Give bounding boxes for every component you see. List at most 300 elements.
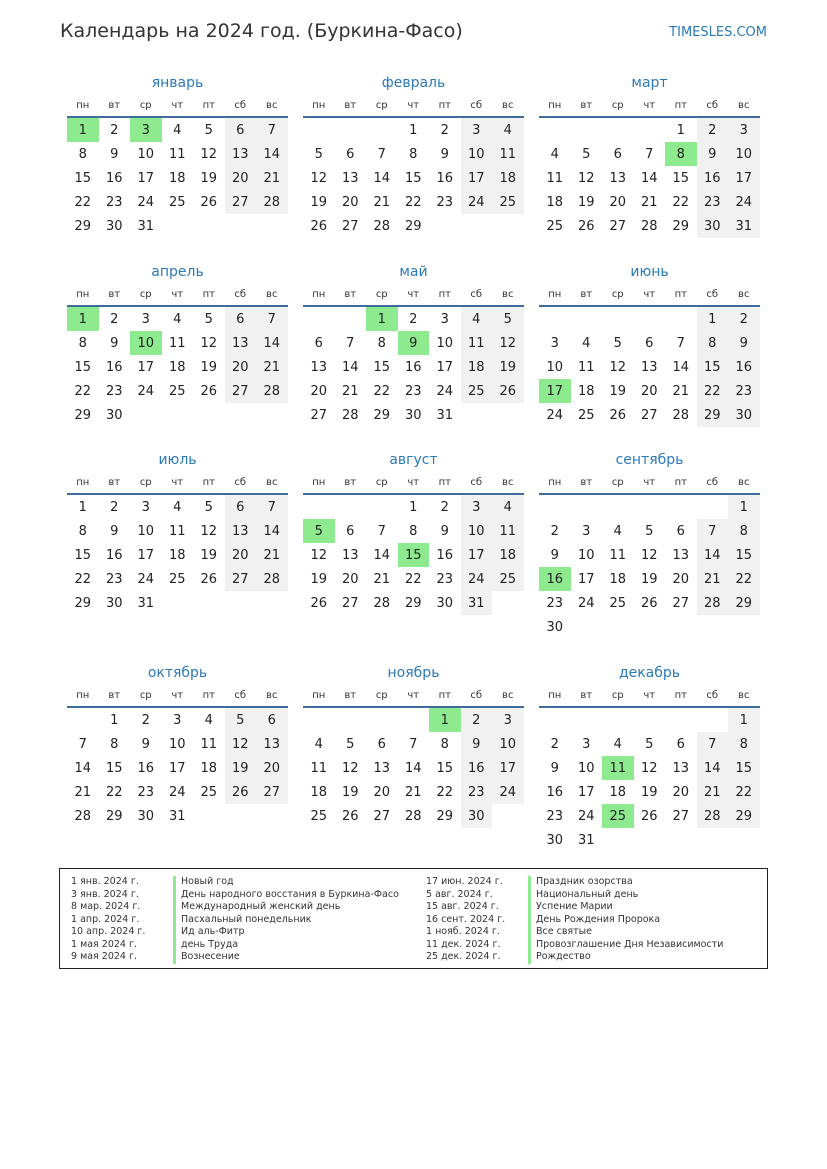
month-name: март [631,75,668,91]
day-cell: 4 [613,736,622,752]
day-cell: 15 [373,359,391,375]
day-cell: 30 [728,403,760,427]
day-cell: 19 [200,170,218,186]
day-cell: 21 [697,780,729,804]
day-cell: 13 [672,760,690,776]
day-cell: 12 [640,547,658,563]
holiday-day-cell: 1 [67,307,99,331]
weekday-label: сб [706,99,719,111]
holiday-date: 17 июн. 2024 г. [426,876,503,887]
empty-cell [602,708,634,732]
day-cell: 22 [404,571,422,587]
day-cell: 18 [609,784,627,800]
day-cell: 9 [550,547,559,563]
day-cell: 14 [256,331,288,355]
day-cell: 11 [168,335,186,351]
day-cell: 3 [461,118,493,142]
holiday-name: Ид аль-Фитр [173,926,399,939]
days-grid [67,307,288,427]
day-cell: 23 [105,383,123,399]
day-cell: 4 [173,499,182,515]
month-name: декабрь [618,665,681,681]
empty-cell [398,708,430,732]
weekday-label: вс [266,689,278,701]
day-cell: 30 [546,832,564,848]
day-cell: 9 [697,142,729,166]
weekday-label: пн [76,288,90,300]
day-cell: 17 [461,543,493,567]
weekday-label: пн [312,288,326,300]
day-cell: 29 [74,407,92,423]
day-cell: 5 [204,122,213,138]
day-cell: 26 [640,808,658,824]
day-cell: 24 [168,784,186,800]
holiday-day-cell: 8 [665,142,697,166]
day-cell: 2 [440,499,449,515]
day-cell: 27 [373,808,391,824]
holiday-date: 1 мая 2024 г. [71,938,137,950]
day-cell: 4 [550,146,559,162]
day-cell: 21 [373,571,391,587]
day-cell: 29 [672,218,690,234]
day-cell: 3 [492,708,524,732]
day-cell: 28 [697,591,729,615]
weekday-label: вт [108,99,121,111]
day-cell: 30 [461,804,493,828]
day-cell: 6 [377,736,386,752]
holiday-date: 16 сент. 2024 г. [426,913,506,925]
month-block [539,662,760,852]
day-cell: 4 [492,118,524,142]
day-cell: 21 [672,383,690,399]
day-cell: 12 [200,146,218,162]
holiday-name: Международный женский день [173,901,399,914]
day-cell: 3 [141,311,150,327]
weekday-label: вс [738,99,750,111]
holiday-day-cell: 9 [398,331,430,355]
month-name: февраль [381,75,446,91]
day-cell: 24 [577,595,595,611]
weekday-label: сб [234,476,247,488]
day-cell: 23 [404,383,422,399]
weekday-header [303,94,524,118]
day-cell: 2 [728,307,760,331]
holiday-name: Праздник озорства [528,876,723,889]
holiday-date: 1 нояб. 2024 г. [426,926,500,937]
day-cell: 8 [728,519,760,543]
holiday-date: 9 мая 2024 г. [71,951,137,962]
day-cell: 15 [728,543,760,567]
day-cell: 16 [105,170,123,186]
day-cell: 7 [409,736,418,752]
day-cell: 26 [200,194,218,210]
day-cell: 8 [440,736,449,752]
weekday-label: вт [108,288,121,300]
day-cell: 30 [404,407,422,423]
empty-cell [303,118,335,142]
day-cell: 8 [78,146,87,162]
day-cell: 7 [697,519,729,543]
weekday-label: вт [108,689,121,701]
day-cell: 28 [697,804,729,828]
weekday-label: пн [312,99,326,111]
day-cell: 21 [256,543,288,567]
weekday-label: ср [611,689,624,701]
month-block [303,72,524,238]
day-cell: 7 [377,523,386,539]
day-cell: 11 [577,359,595,375]
day-cell: 13 [225,519,257,543]
empty-cell [335,118,367,142]
day-cell: 12 [609,359,627,375]
weekday-label: ср [139,288,152,300]
empty-cell [634,118,666,142]
day-cell: 31 [728,214,760,238]
day-cell: 14 [697,543,729,567]
day-cell: 26 [310,595,328,611]
weekday-label: чт [407,99,420,111]
day-cell: 13 [225,142,257,166]
weekday-label: вс [502,99,514,111]
day-cell: 14 [74,760,92,776]
empty-cell [366,708,398,732]
day-cell: 2 [697,118,729,142]
days-grid [303,307,524,427]
weekday-label: вс [266,288,278,300]
day-cell: 5 [645,523,654,539]
weekday-label: пн [548,99,562,111]
weekday-header [67,684,288,708]
day-cell: 5 [225,708,257,732]
holiday-date: 1 апр. 2024 г. [71,913,140,925]
day-cell: 9 [141,736,150,752]
weekday-label: вс [738,288,750,300]
day-cell: 20 [341,571,359,587]
day-cell: 22 [728,780,760,804]
site-link[interactable]: TIMESLES.COM [669,25,767,40]
weekday-label: чт [171,99,184,111]
day-cell: 24 [137,383,155,399]
empty-cell [634,708,666,732]
day-cell: 22 [404,194,422,210]
holiday-date: 25 дек. 2024 г. [426,951,501,962]
day-cell: 5 [582,146,591,162]
day-cell: 9 [110,146,119,162]
weekday-label: чт [407,689,420,701]
month-name: ноябрь [387,665,440,681]
day-cell: 13 [225,331,257,355]
day-cell: 15 [404,170,422,186]
day-cell: 9 [110,335,119,351]
day-cell: 26 [492,379,524,403]
holiday-day-cell: 16 [539,567,571,591]
day-cell: 29 [728,591,760,615]
day-cell: 31 [137,218,155,234]
weekday-header [67,471,288,495]
holiday-day-cell: 5 [303,519,335,543]
day-cell: 22 [373,383,391,399]
day-cell: 21 [404,784,422,800]
day-cell: 12 [310,170,328,186]
day-cell: 10 [461,142,493,166]
weekday-label: пт [674,99,687,111]
weekday-label: чт [171,689,184,701]
weekday-label: вт [580,689,593,701]
weekday-label: сб [470,288,483,300]
holiday-date: 11 дек. 2024 г. [426,938,501,950]
day-cell: 10 [546,359,564,375]
weekday-label: пт [674,689,687,701]
day-cell: 28 [373,595,391,611]
day-cell: 2 [440,122,449,138]
day-cell: 19 [200,547,218,563]
day-cell: 6 [676,523,685,539]
day-cell: 9 [461,732,493,756]
holiday-date: 5 авг. 2024 г. [426,888,493,900]
empty-cell [697,495,729,519]
day-cell: 6 [225,495,257,519]
day-cell: 13 [341,547,359,563]
day-cell: 8 [78,335,87,351]
holiday-name: День Рождения Пророка [528,914,723,927]
day-cell: 14 [640,170,658,186]
days-grid [67,495,288,615]
empty-cell [665,708,697,732]
month-block [539,72,760,238]
day-cell: 5 [314,146,323,162]
day-cell: 16 [436,547,454,563]
day-cell: 2 [550,523,559,539]
day-cell: 4 [204,712,213,728]
holiday-name: Все святые [528,926,723,939]
holiday-name: Успение Марии [528,901,723,914]
day-cell: 19 [225,756,257,780]
empty-cell [571,118,603,142]
day-cell: 17 [436,359,454,375]
weekday-header [303,684,524,708]
holiday-date: 10 апр. 2024 г. [71,926,146,937]
day-cell: 23 [105,194,123,210]
weekday-label: ср [375,288,388,300]
day-cell: 11 [492,142,524,166]
day-cell: 10 [461,519,493,543]
empty-cell [335,307,367,331]
holiday-names [173,876,399,964]
days-grid [303,708,524,828]
empty-cell [335,495,367,519]
day-cell: 26 [200,571,218,587]
day-cell: 13 [341,170,359,186]
day-cell: 10 [137,523,155,539]
day-cell: 30 [105,218,123,234]
day-cell: 11 [461,331,493,355]
days-grid [303,118,524,238]
day-cell: 21 [640,194,658,210]
day-cell: 26 [609,407,627,423]
day-cell: 28 [373,218,391,234]
weekday-label: чт [643,689,656,701]
day-cell: 16 [105,359,123,375]
day-cell: 21 [256,166,288,190]
holiday-names [528,876,723,964]
day-cell: 12 [640,760,658,776]
day-cell: 7 [697,732,729,756]
day-cell: 23 [461,780,493,804]
day-cell: 9 [440,146,449,162]
day-cell: 8 [728,732,760,756]
weekday-label: ср [611,288,624,300]
weekday-label: ср [375,476,388,488]
day-cell: 3 [582,523,591,539]
day-cell: 23 [546,808,564,824]
weekday-label: чт [171,476,184,488]
day-cell: 28 [256,379,288,403]
weekday-label: сб [470,689,483,701]
day-cell: 18 [609,571,627,587]
day-cell: 2 [409,311,418,327]
day-cell: 8 [110,736,119,752]
day-cell: 19 [310,571,328,587]
day-cell: 12 [310,547,328,563]
day-cell: 16 [404,359,422,375]
day-cell: 2 [141,712,150,728]
day-cell: 27 [640,407,658,423]
day-cell: 27 [310,407,328,423]
day-cell: 20 [640,383,658,399]
month-name: июнь [630,264,669,280]
weekday-label: чт [407,288,420,300]
month-name: май [399,264,428,280]
month-block [67,662,288,828]
empty-cell [634,307,666,331]
day-cell: 1 [409,122,418,138]
month-name: август [389,452,438,468]
day-cell: 23 [436,194,454,210]
day-cell: 5 [613,335,622,351]
day-cell: 11 [310,760,328,776]
day-cell: 30 [436,595,454,611]
day-cell: 26 [225,780,257,804]
day-cell: 11 [609,547,627,563]
weekday-label: пт [674,288,687,300]
weekday-label: сб [470,476,483,488]
day-cell: 2 [461,708,493,732]
day-cell: 25 [546,218,564,234]
day-cell: 24 [546,407,564,423]
empty-cell [665,495,697,519]
weekday-label: вт [344,476,357,488]
weekday-header [67,94,288,118]
day-cell: 25 [310,808,328,824]
day-cell: 13 [373,760,391,776]
weekday-label: пт [438,99,451,111]
day-cell: 16 [728,355,760,379]
day-cell: 17 [137,547,155,563]
day-cell: 7 [676,335,685,351]
empty-cell [571,708,603,732]
weekday-label: вс [266,99,278,111]
day-cell: 27 [225,190,257,214]
day-cell: 20 [672,784,690,800]
day-cell: 7 [256,495,288,519]
day-cell: 24 [577,808,595,824]
day-cell: 11 [492,519,524,543]
day-cell: 10 [137,146,155,162]
day-cell: 13 [640,359,658,375]
empty-cell [366,118,398,142]
holiday-day-cell: 3 [130,118,162,142]
day-cell: 6 [225,307,257,331]
day-cell: 11 [546,170,564,186]
day-cell: 27 [672,808,690,824]
weekday-label: пт [202,689,215,701]
day-cell: 15 [436,760,454,776]
day-cell: 18 [546,194,564,210]
day-cell: 12 [492,331,524,355]
holiday-list [59,868,768,969]
holiday-name: Национальный день [528,889,723,902]
holiday-day-cell: 11 [602,756,634,780]
weekday-label: вт [108,476,121,488]
day-cell: 29 [373,407,391,423]
day-cell: 24 [436,383,454,399]
weekday-label: пт [438,288,451,300]
weekday-label: пн [312,689,326,701]
weekday-label: пт [674,476,687,488]
day-cell: 27 [672,595,690,611]
holiday-name: Провозглашение Дня Независимости [528,939,723,952]
day-cell: 17 [137,359,155,375]
holiday-day-cell: 25 [602,804,634,828]
day-cell: 23 [546,595,564,611]
day-cell: 5 [645,736,654,752]
weekday-label: сб [234,689,247,701]
day-cell: 22 [74,571,92,587]
day-cell: 4 [613,523,622,539]
holiday-dates [71,876,145,964]
day-cell: 19 [200,359,218,375]
day-cell: 25 [492,567,524,591]
day-cell: 14 [672,359,690,375]
day-cell: 18 [492,543,524,567]
day-cell: 16 [105,547,123,563]
day-cell: 25 [168,194,186,210]
weekday-label: пн [548,288,562,300]
day-cell: 29 [74,218,92,234]
day-cell: 4 [314,736,323,752]
day-cell: 24 [461,190,493,214]
weekday-label: сб [234,288,247,300]
day-cell: 21 [341,383,359,399]
day-cell: 18 [577,383,595,399]
day-cell: 10 [728,142,760,166]
day-cell: 20 [310,383,328,399]
day-cell: 29 [404,218,422,234]
day-cell: 10 [436,335,454,351]
day-cell: 20 [225,166,257,190]
weekday-label: вс [738,689,750,701]
day-cell: 7 [256,307,288,331]
weekday-label: сб [706,689,719,701]
weekday-label: чт [643,476,656,488]
day-cell: 9 [550,760,559,776]
month-name: июль [158,452,197,468]
day-cell: 1 [697,307,729,331]
day-cell: 21 [373,194,391,210]
days-grid [539,118,760,238]
weekday-label: сб [234,99,247,111]
empty-cell [67,708,99,732]
